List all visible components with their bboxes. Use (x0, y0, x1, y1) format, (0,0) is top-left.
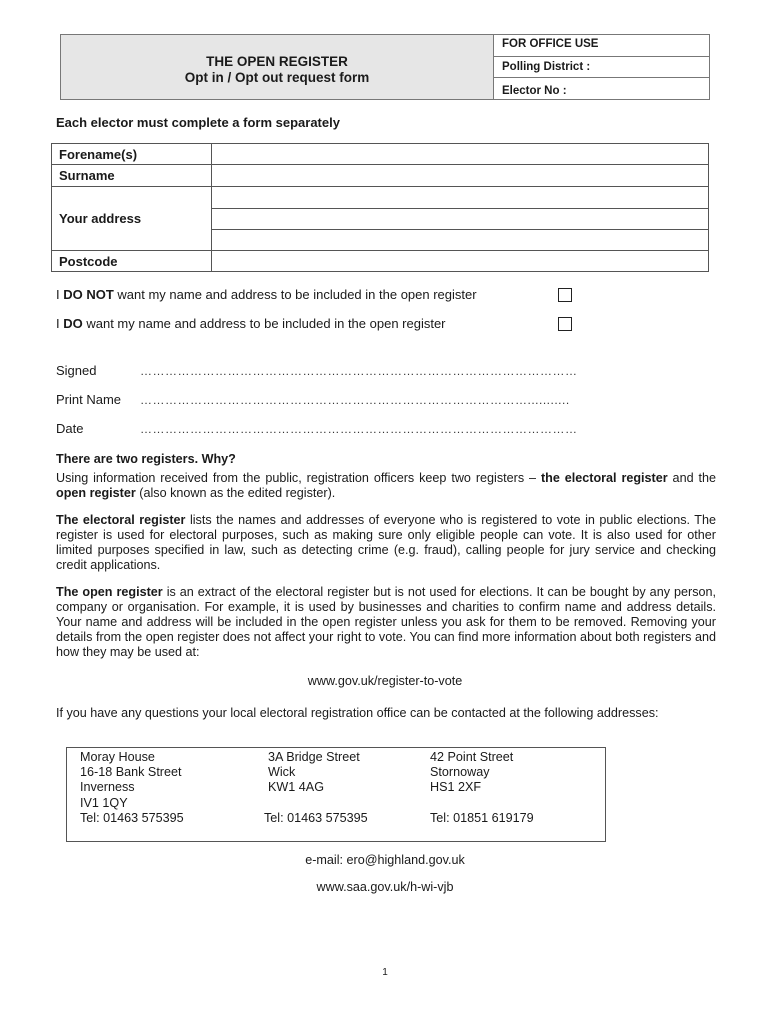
opt-out-prefix: I (56, 287, 64, 302)
address-inverness (80, 750, 184, 826)
address-line: Stornoway (430, 765, 490, 780)
address-line: Moray House (80, 750, 155, 764)
p1-text-c: and the (667, 471, 716, 485)
email-address[interactable]: e-mail: ero@highland.gov.uk (305, 853, 465, 867)
info-paragraph-2 (56, 513, 716, 573)
address-line: HS1 2XF (430, 780, 482, 795)
address-line: Inverness (80, 780, 135, 795)
opt-out-checkbox[interactable] (558, 288, 572, 302)
address-line-2-input[interactable] (212, 209, 709, 230)
elector-details-table (51, 143, 709, 272)
address-line: Wick (268, 765, 296, 780)
postcode-input[interactable] (212, 251, 709, 272)
print-name-label: Print Name (56, 392, 122, 407)
address-line: 3A Bridge Street (268, 750, 360, 764)
surname-input[interactable] (212, 165, 709, 187)
address-line: 16-18 Bank Street (80, 765, 182, 780)
opt-out-bold: DO NOT (63, 287, 114, 302)
info-paragraph-3 (56, 585, 716, 660)
p2-bold: The electoral register (56, 513, 186, 527)
p3-bold: The open register (56, 585, 163, 599)
form-subtitle: Opt in / Opt out request form (184, 70, 370, 85)
p1-bold-electoral: the electoral register (540, 471, 668, 485)
office-use-box (494, 34, 710, 100)
polling-district-field[interactable]: Polling District : (494, 57, 709, 78)
address-line: KW1 4AG (268, 780, 324, 795)
address-line-3-input[interactable] (212, 230, 709, 251)
contact-paragraph: If you have any questions your local electoral registration office can be contacted at the following addresses: (56, 706, 659, 720)
opt-in-bold: DO (63, 316, 83, 331)
postcode-label: Postcode (52, 251, 212, 272)
info-heading: There are two registers. Why? (56, 452, 236, 466)
elector-no-field[interactable]: Elector No : (502, 85, 567, 97)
opt-in-prefix: I (56, 316, 64, 331)
opt-in-text: want my name and address to be included in the open register (82, 316, 446, 331)
date-label: Date (56, 421, 84, 436)
opt-in-statement (56, 316, 446, 331)
address-line: IV1 1QY (80, 795, 128, 810)
print-name-line[interactable]: …………………………………………………………………………………........... (140, 393, 570, 407)
p1-bold-open: open register (56, 486, 136, 500)
office-use-label: FOR OFFICE USE (494, 35, 709, 57)
p3-text: is an extract of the electoral register but is not used for elections. It can be bought by any person, company or organisation. For example, it is used by businesses and charities to confirm name and address details. Your name and address will be included in the open register unless you ask for them to be removed. Removing your details from the open register does not affect your right to vote. You can find more information about both registers and how they may be used at: (56, 585, 716, 659)
opt-in-checkbox[interactable] (558, 317, 572, 331)
instruction-text: Each elector must complete a form separately (56, 115, 340, 130)
date-line[interactable]: …………………………………………………………………………………………… (140, 422, 578, 436)
address-line: 42 Point Street (430, 750, 514, 764)
form-title-box (60, 34, 494, 100)
website-url[interactable]: www.saa.gov.uk/h-wi-vjb (316, 880, 454, 894)
p2-text: lists the names and addresses of everyone who is registered to vote in public elections. The register is used for electoral purposes, such as making sure only eligible people can vote. It is also used for other limited purposes specified in law, such as detecting crime (e.g. fraud), calling people for jury service and checking credit applications. (56, 513, 717, 572)
page-number: 1 (382, 967, 388, 978)
opt-out-text: want my name and address to be included in the open register (113, 287, 477, 302)
opt-out-statement (56, 287, 477, 302)
info-paragraph-1 (56, 471, 716, 501)
address-tel: Tel: 01463 575395 (80, 810, 184, 825)
forename-input[interactable] (212, 144, 709, 165)
address-label: Your address (52, 187, 212, 251)
p1-text-a: Using information received from the public, registration officers keep two registers – (56, 471, 541, 485)
forename-label: Forename(s) (52, 144, 212, 165)
register-url[interactable]: www.gov.uk/register-to-vote (307, 674, 463, 688)
address-wick (268, 750, 360, 796)
address-stornoway (430, 750, 513, 796)
address-stornoway-tel: Tel: 01851 619179 (430, 811, 534, 825)
signed-label: Signed (56, 363, 97, 378)
address-line-1-input[interactable] (212, 187, 709, 209)
p1-text-e: (also known as the edited register). (135, 486, 336, 500)
surname-label: Surname (52, 165, 212, 187)
signed-line[interactable]: …………………………………………………………………………………………… (140, 364, 578, 378)
address-wick-tel: Tel: 01463 575395 (264, 811, 368, 825)
form-title: THE OPEN REGISTER (206, 54, 348, 69)
